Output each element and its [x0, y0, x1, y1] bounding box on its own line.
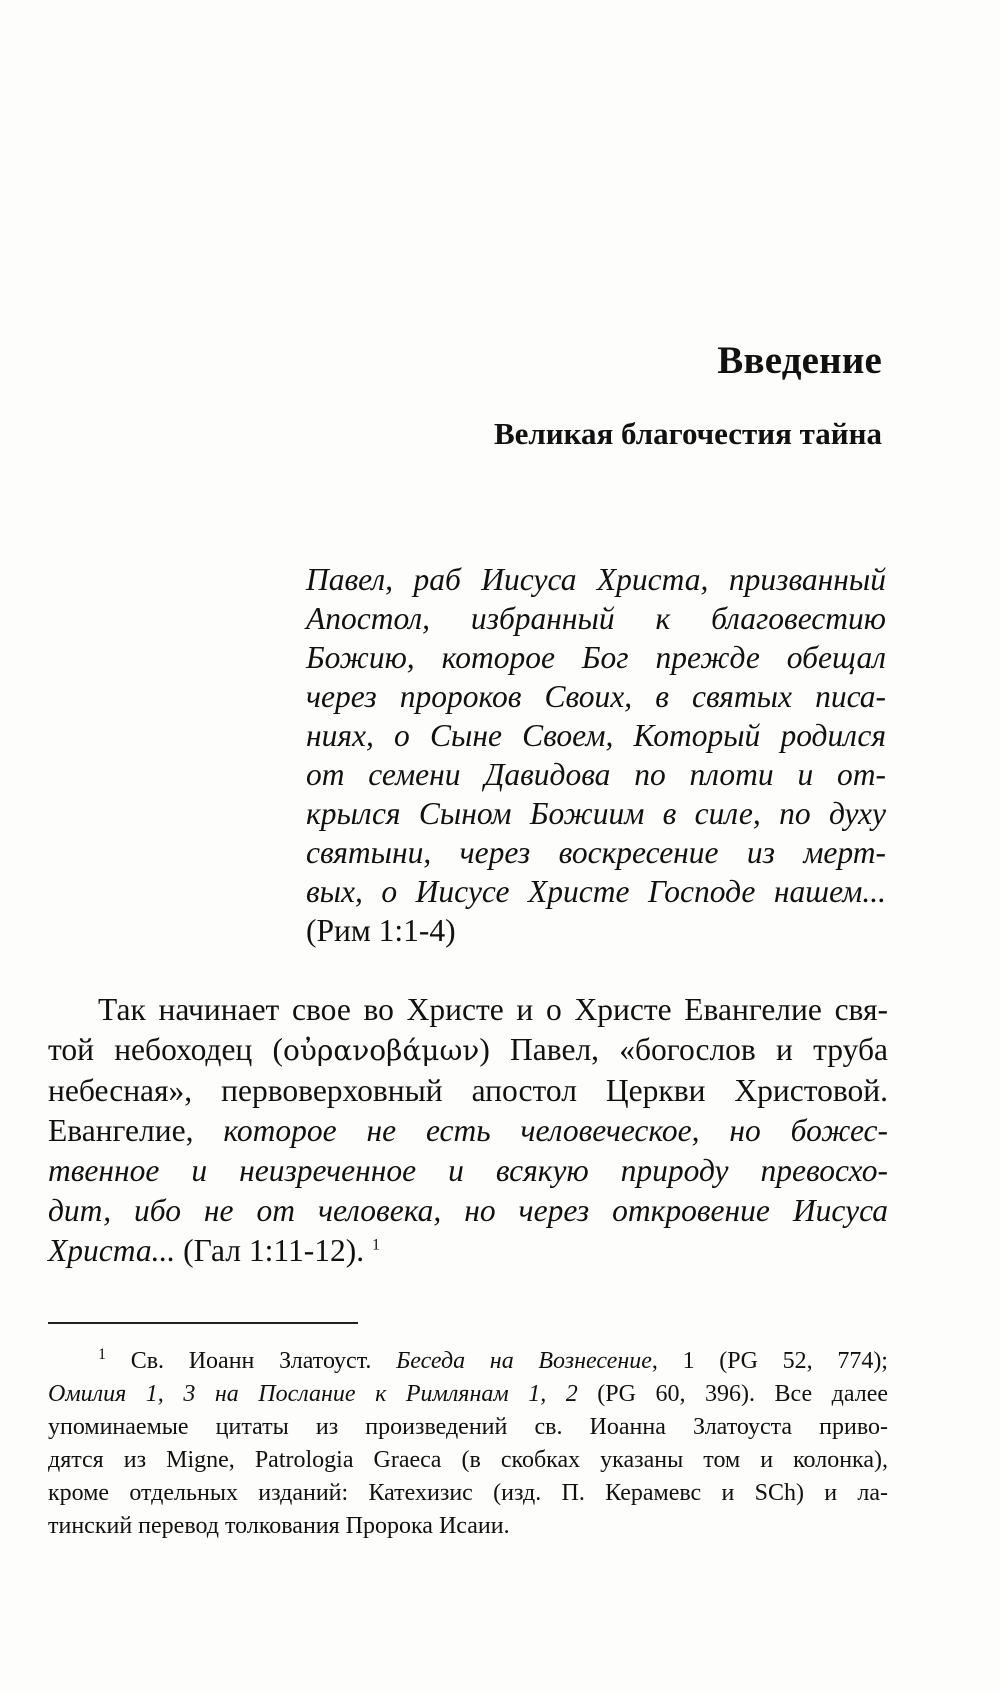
footnote	[48, 1345, 888, 1543]
footnote-line: дятся из Migne, Patrologia Graeca (в скобках указаны том и колонка),	[48, 1447, 888, 1473]
body-paragraph	[48, 990, 888, 1271]
footnote-reference[interactable]: 1	[371, 1236, 380, 1254]
body-line: той небоходец (οὐρανοβάμων) Павел, «богослов и труба	[48, 1032, 888, 1067]
body-line: дит, ибо не от человека, но через откровение Иисуса	[48, 1193, 888, 1228]
footnote-line: Омилия 1, 3 на Послание к Римлянам 1, 2 (PG 60, 396). Все далее	[48, 1381, 889, 1407]
epigraph-line: вых, о Иисусе Христе Господе нашем...	[306, 874, 886, 909]
footnote-line: упоминаемые цитаты из произведений св. Иоанна Златоуста приво-	[48, 1414, 888, 1440]
footnote-mark: 1	[98, 1346, 106, 1363]
body-line: Христа... (Гал 1:11-12). $^1$	[48, 1233, 380, 1268]
epigraph-line: Божию, которое Бог прежде обещал	[306, 640, 886, 675]
footnote-separator	[48, 1322, 358, 1324]
footnote-line: тинский перевод толкования Пророка Исаии.	[48, 1513, 510, 1539]
section-title: Великая благочестия тайна	[493, 416, 882, 451]
epigraph-line: Павел, раб Иисуса Христа, призванный	[306, 562, 886, 597]
epigraph-reference: (Рим 1:1-4)	[306, 913, 456, 948]
epigraph-line: через пророков Своих, в святых писа-	[306, 679, 886, 714]
body-line: Евангелие, которое не есть человеческое, но божес-	[48, 1113, 888, 1148]
body-line: твенное и неизреченное и всякую природу превосхо-	[48, 1153, 888, 1188]
epigraph-line: от семени Давидова по плоти и от-	[306, 757, 886, 792]
greek-word: οὐρανοβάμων	[283, 1034, 480, 1067]
epigraph-line: Апостол, избранный к благовестию	[306, 601, 886, 636]
body-line: небесная», первоверховный апостол Церкви Христовой.	[48, 1073, 888, 1108]
epigraph-line: ниях, о Сыне Своем, Который родился	[306, 718, 886, 753]
chapter-title: Введение	[717, 339, 882, 382]
epigraph-line: крылся Сыном Божиим в силе, по духу	[306, 796, 886, 831]
footnote-line: кроме отдельных изданий: Катехизис (изд. П. Керамевс и SCh) и ла-	[48, 1480, 888, 1506]
footnote-line: $^1$ Св. Иоанн Златоуст. Беседа на Вознесение, 1 (PG 52, 774);	[98, 1346, 888, 1374]
epigraph	[306, 560, 886, 950]
body-line: Так начинает свое во Христе и о Христе Евангелие свя-	[98, 992, 888, 1027]
epigraph-line: святыни, через воскресение из мерт-	[306, 835, 886, 870]
